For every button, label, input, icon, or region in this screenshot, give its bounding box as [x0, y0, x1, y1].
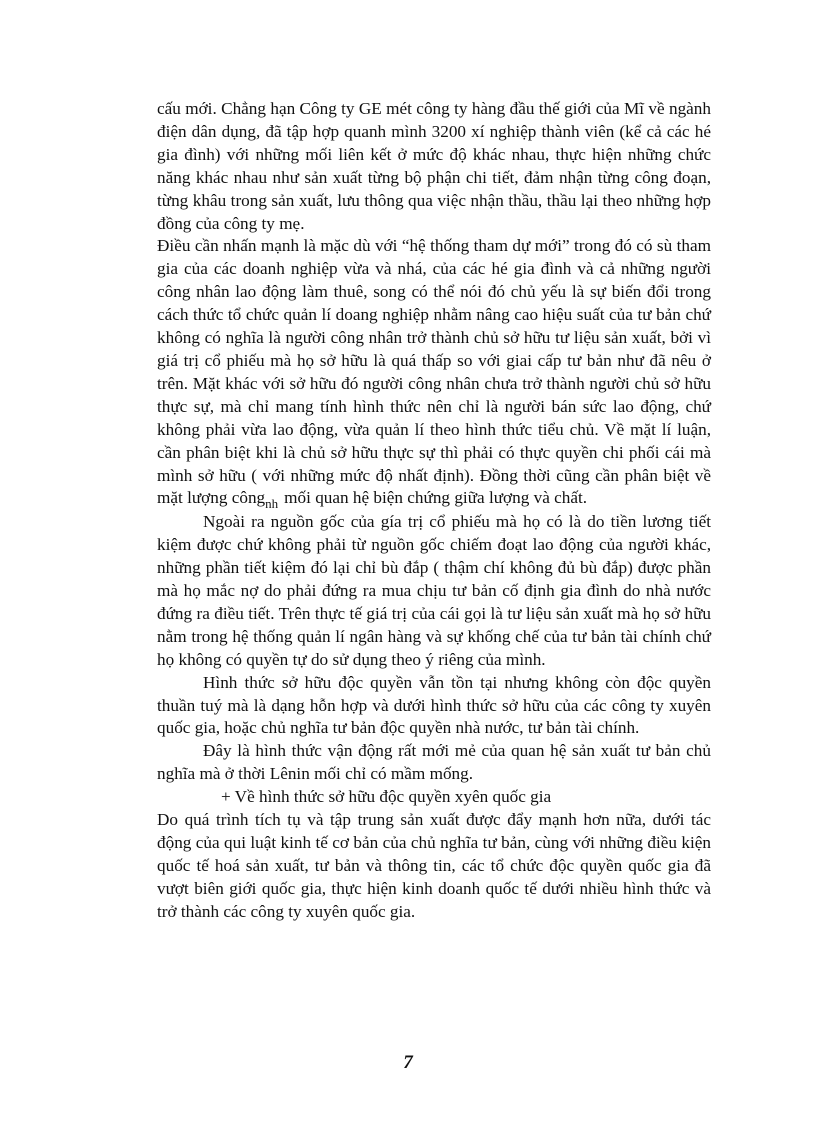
paragraph-6: Do quá trình tích tụ và tập trung sản xuất được đẩy mạnh hơn nữa, dưới tác động của qui luật kinh tế cơ bản của chủ nghĩa tư bản, cùng với những điều kiện quốc tế hoá sản xuất, tư bản và thông tin, các tổ chức độc quyền quốc gia đã vượt biên giới quốc gia, thực hiện kinh doanh quốc tế dưới nhiều hình thức và trở thành các công ty xuyên quốc gia. [157, 810, 711, 921]
paragraph-4: Hình thức sở hữu độc quyền vẫn tồn tại nhưng không còn độc quyền thuần tuý mà là dạng hỗn hợp và dưới hình thức sở hữu của các công ty xuyên quốc gia, hoặc chủ nghĩa tư bản độc quyền nhà nước, tư bản tài chính. [157, 672, 711, 738]
paragraph-1: cấu mới. Chẳng hạn Công ty GE mét công ty hàng đầu thế giới của Mĩ về ngành điện dân dụng, đã tập hợp quanh mình 3200 xí nghiệp thành viên (kể cả các hé gia đình) với những mối liên kết ở mức độ khác nhau, thực hiện những chức năng khác nhau như sản xuất từng bộ phận chi tiết, đảm nhận từng công đoạn, từng khâu trong sản xuất, lưu thông qua việc nhận thầu, thầu lại theo những hợp đồng của công ty mẹ. [157, 99, 711, 233]
section-heading: + Về hình thức sở hữu độc quyền xyên quốc gia [221, 787, 552, 807]
paragraph-2-text: Điều cần nhấn mạnh là mặc dù với “hệ thống tham dự mới” trong đó có sù tham gia của các doanh nghiệp vừa và nhá, của các hé gia đình và cả những người công nhân lao động làm thuê, song có thể nói đó chủ yếu là sự biến đổi trong cách thức tổ chức quản lí doang nghiệp nhằm nâng cao hiệu suất của tư bản chứ không có nghĩa là người công nhân trở thành chủ sở hữu tư liệu sản xuất, bởi vì giá trị cổ phiếu mà họ sở hữu là quá thấp so với giai cấp tư bản như đã nêu ở trên. Mặt khác với sở hữu đó người công nhân chưa trở thành người chủ sở hữu thực sự, mà chỉ mang tính hình thức nên chỉ là người bán sức lao động, chứ không phải vừa lao động, vừa quản lí theo hình thức tiểu chủ. Về mặt lí luận, cần phân biệt khi là chủ sở hữu thực sự thì phải có thực quyền chi phối cái mà mình sở hữu ( với những mức độ nhất định). Đồng thời cũng cần phân biệt về mặt lượng công [157, 236, 711, 508]
body-text [157, 98, 711, 924]
subscript-fragment: nh [265, 496, 279, 512]
paragraph-2-ending: mối quan hệ biện chứng giữa lượng và chất. [284, 488, 588, 508]
paragraph-3: Ngoài ra nguồn gốc của gía trị cổ phiếu mà họ có là do tiền lương tiết kiệm được chứ không phải từ nguồn gốc chiếm đoạt lao động của người khác, những phần tiết kiệm đó lại chỉ bù đắp ( thậm chí không đủ bù đắp) được phần mà họ mắc nợ do phải đứng ra mua chịu tư bản cố định gia đình do nhà nước đứng ra điều tiết. Trên thực tế giá trị của cái gọi là tư liệu sản xuất mà họ sở hữu nằm trong hệ thống quản lí ngân hàng và sự khống chế của tư bản tài chính chứ họ không có quyền tự do sử dụng theo ý riêng của mình. [157, 512, 711, 669]
paragraph-2 [157, 235, 711, 511]
paragraph-5: Đây là hình thức vận động rất mới mẻ của quan hệ sản xuất tư bản chủ nghĩa mà ở thời Lênin mối chỉ có mầm mống. [157, 741, 711, 784]
page-number: 7 [403, 1052, 413, 1073]
